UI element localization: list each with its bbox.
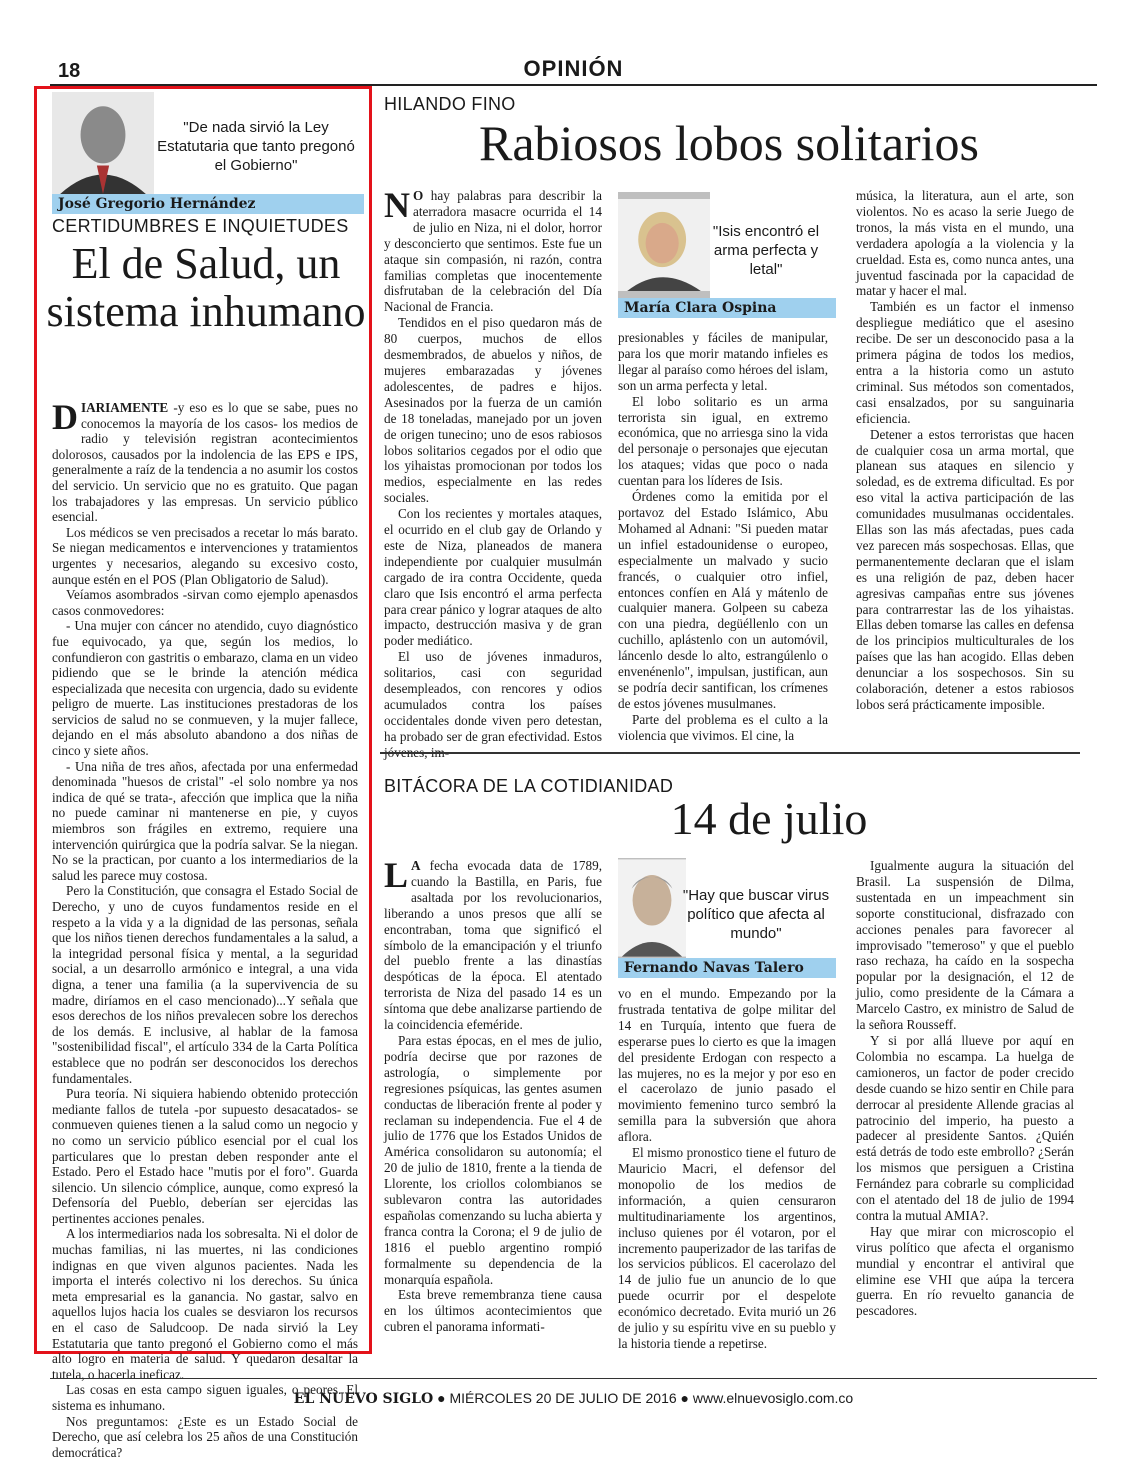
section-divider — [380, 752, 1080, 754]
bullet-icon: ● — [680, 1390, 693, 1406]
pull-quote-hernandez: "De nada sirvió la Ley Estatutaria que tanto pregonó el Gobierno" — [157, 119, 355, 174]
footer-brand: EL NUEVO SIGLO — [293, 1391, 434, 1407]
headline-salud: El de Salud, un sistema inhumano — [46, 239, 366, 336]
drop-cap: D — [52, 397, 78, 437]
kicker-bitacora: BITÁCORA DE LA COTIDIANIDAD — [384, 776, 674, 796]
footer-rule — [50, 1378, 1097, 1379]
kicker-certidumbres: CERTIDUMBRES E INQUIETUDES — [52, 216, 349, 236]
footer-website[interactable]: www.elnuevosiglo.com.co — [692, 1390, 854, 1406]
headline-lobos: Rabiosos lobos solitarios — [478, 115, 980, 171]
article2-col2: vo en el mundo. Empezando por la frustrada tentativa de golpe militar del 14 en Turquía, intento que fuera de esperarse pues lo cierto es que la imagen del presidente Erdogan con respecto a las mujeres, no es la mejor y por eso en el cacerolazo de junio pasado el movimiento femenino turco sembró la semilla para la subversión que ahora aflora. El mismo pronostico tiene el futuro de Mauricio Macri, el defensor del monopolio de los medios de información, a quien censuraron multitudinariamente los argentinos, incluso quienes por él votaron, por el incremento pauperizador de las tarifas de los servicios públicos. El cacerolazo del 14 de julio fue un anuncio de lo que puede ocurrir por el despelote económico decretado. Evita murió un 26 de julio y su espíritu vive en su pueblo y la historia tiende a repetirse. — [618, 986, 836, 1351]
headline-14-julio: 14 de julio — [670, 793, 868, 844]
pull-quote-navas: "Hay que buscar virus político que afecta al mundo" — [682, 887, 830, 942]
bullet-icon: ● — [437, 1390, 450, 1406]
article1-col3: música, la literatura, aun el arte, son violentos. No es acaso la serie Juego de tronos, la más vista en el mundo, una verdadera apología a la violencia y la crueldad. Esta es, como nunca antes, una juventud fascinada por la capacidad de matar y hacer el mal. También es un factor el inmenso despliegue mediático que el asesino recibe. De ser un desconocido pasa a la primera página de todos los medios, entra a la historia como un astuto criminal. Sus métodos son comentados, casi ensalzados, por su sanguinaria eficiencia. Detener a estos terroristas que hacen de cualquier cosa un arma mortal, que planean sus ataques en silencio y soledad, es de extrema dificultad. Es por eso vital la activa participación de las comunidades musulmanas occidentales. Ellas son las más afectadas, pues cada vez parecen más sospechosas. Ellas, que permanentemente declaran que el islam es una religión de paz, deben hacer agresivas campañas entre sus jóvenes para contrarrestar las de los yihaistas. Ellas deben tomarse las calles en defensa de los principios multiculturales de los países que las han acogido. Ellas deben denunciar a los sospechosos. Sin su colaboración, detener a estos rabiosos lobos será prácticamente imposible. — [856, 188, 1074, 712]
article-body-salud: DIARIAMENTE -y eso es lo que se sabe, pues no conocemos la mayoría de los casos- los medios de radio y televisión registran acontecimientos dolorosos, causados por la indolencia de las EPS e IPS, generalmente a raíz de la tendencia a no asumir los costos del servicio. Un servicio que no es gratuito. Que pagan los trabajadores y las empresas. Un servicio público esencial. Los médicos se ven precisados a recetar lo más barato. Se niegan medicamentos e intervenciones y tratamientos urgentes y necesarios, alegando su excesivo costo, aunque estén en el POS (Plan Obligatorio de Salud). Veíamos asombrados -sirvan como ejemplo apenasdos casos conmovedores: - Una mujer con cáncer no atendido, cuyo diagnóstico fue equivocado, ya que, según los medios, lo confundieron con gastritis o embarazo, clama en un video pidiendo que se le brinde la atención médica especializada que necesita con urgencia, dado su evidente peligro de muerte. Las instituciones prestadoras de los servicios de salud no se conmueven, y la mujer fallece, dejando en el más absoluto abandono a dos niñas de cinco y siete años. - Una niña de tres años, afectada por una enfermedad denominada "huesos de cristal" -el solo nombre ya nos indica de qué se trata-, afección que implica que la niña no puede caminar ni mantenerse en pie, y cuyos miembros son frágiles en extremo, requiere una intervención quirúrgica que la podría salvar. Se la niegan. No se la practican, por cuanto a los intermediarios de la salud les parece muy costosa. Pero la Constitución, que consagra el Estado Social de Derecho, y uno de cuyos fundamentos reside en el respeto a la vida y a la dignidad de las personas, señala que los niños tienen derechos fundamentales a la salud, a la integridad personal física y mental, a la seguridad social, a un desarrollo armónico e integral, a una vida digna, a tener una familia (a la supervivencia de su madre, diríamos en el caso mencionado)...Y señala que esos derechos de los niños prevalecen sobre los derechos de los demás. E inclusive, al hablar de la famosa "sostenibilidad fiscal", el artículo 334 de la Carta Política establece que no podrán ser desconocidos los derechos fundamentales. Pura teoría. Ni siquiera habiendo obtenido protección mediante fallos de tutela -por supuesto desacatados- se conmueven quienes tienen a la salud como un negocio y no como un servicio público esencial por el cual los particulares que lo prestan deben responder ante el Estado. Pero el Estado hace "mutis por el foro". Guarda silencio. Un silencio cómplice, aunque, como expresó la Defensoría del Pueblo, deberían ser ejercidas las pertinentes acciones penales. A los intermediarios nada los sobresalta. Ni el dolor de muchas familias, ni las muertes, ni las condiciones indignas en que viven algunos pacientes. Nada les importa el interés colectivo ni los derechos. Su única meta empresarial es la ganancia. No gastar, salvo en aquellos lujos hacia los cuales se desviaron los recursos en el caso de Saludcoop. De nada sirvió la Ley Estatutaria que tanto pregonó el Gobierno como el más alto logro en materia de salud. Y quedaron desaltar la tutela, o hacerla ineficaz. Las cosas en esta campo siguen iguales, o peores. El sistema es inhumano. Nos preguntamos: ¿Este es un Estado Social de Derecho, que así celebra los 25 años de una Constitución democrática? — [52, 397, 358, 1460]
footer — [0, 1390, 1147, 1407]
footer-date: MIÉRCOLES 20 DE JULIO DE 2016 — [449, 1390, 677, 1406]
article2-col3: Igualmente augura la situación del Brasil. La suspensión de Dilma, sustentada en un impeachment sin soporte constitucional, disfrazado con acciones penales para favorecer al improvisado "temeroso" y que el pueblo raso rechaza, ha caído en la sospecha popular por la designación, el 12 de julio, como presidente de la Cámara a Marcelo Castro, ex ministro de Salud de la señora Rousseff. Y si por allá llueve por aquí en Colombia no escampa. La huelga de camioneros, un factor de poder crecido desde cuando se hizo sentir en Chile para derrocar al presidente Allende gracias al patrocinio del imperio, ha puesto a padecer al presidente Santos. ¿Quién está detrás de todo este embrollo? ¿Serán los mismos que persiguen a Cristina Fernández para cobrarle su complicidad con el atentado del 18 de julio de 1994 contra la mutual AMIA?. Hay que mirar con microscopio el virus político que afecta el organismo mundial y encontrar el antiviral que elimine ese VHI que aúpa la tercera guerra. En río revuelto ganancia de pescadores. — [856, 858, 1074, 1319]
article2-col1: L A fecha evocada data de 1789, cuando la Bastilla, en Paris, fue asaltada por los revolucionarios, liberando a unos presos que allí se encontraban, toma que significó el símbolo de la emancipación y el triunfo del pueblo frente a las dinastías despóticas de la época. El atentado terrorista de Niza del pasado 14 es un síntoma que debe analizarse partiendo de la coincidencia efeméride. Para estas épocas, en el mes de julio, podría decirse que por razones de astrología, o simplemente por regresiones psíquicas, las gentes asumen conductas de liberación frente al poder y reclaman su independencia. Fue el 4 de julio de 1776 que los Estados Unidos de América consolidaron su autonomía; el 20 de julio de 1810, frente a la tienda de Llorente, los criollos colombianos se sublevaron contra las autoridades españolas comenzando su lucha abierta y franca contra la Corona; el 9 de julio de 1816 el pueblo argentino rompió formalmente su dependencia de la monarquía española. Esta breve remembranza tiene causa en los últimos acontecimientos que cubren el panorama informati- — [384, 855, 602, 1335]
drop-cap: L — [384, 855, 409, 895]
author-photo-ospina — [618, 192, 710, 298]
article1-col2: presionables y fáciles de manipular, para los que morir matando infieles es llegar al paraíso como héroes del islam, son un arma perfecta y letal. El lobo solitario es un arma terrorista sin igual, en extremo económica, que no arriesga sino la vida del personaje o personajes que ejecutan los ataques; vidas que poco o nada cuentan para los líderes de Isis. Órdenes como la emitida por el portavoz del Estado Islámico, Abu Mohamed al Adnani: "Si pueden matar un infiel estadounidense o europeo, especialmente un malvado y sucio francés, o cualquier otro infiel, entonces confíen en Alá y mátenlo de cualquier manera. Golpeen su cabeza con una piedra, degüéllenlo con un cuchillo, aplástenlo con un automóvil, láncenlo desde lo alto, estrangúlenlo o envenénenlo", impulsan, justifican, aun se podría decir santifican, los crímenes de estos jóvenes musulmanes. Parte del problema es el culto a la violencia que vivimos. El cine, la — [618, 330, 828, 743]
kicker-hilando-fino: HILANDO FINO — [384, 94, 516, 114]
author-photo-hernandez — [52, 92, 154, 194]
byline-hernandez: José Gregorio Hernández — [52, 194, 364, 214]
section-title: OPINIÓN — [523, 56, 624, 81]
byline-navas: Fernando Navas Talero — [618, 958, 836, 978]
drop-cap: N — [384, 185, 410, 225]
page-number: 18 — [58, 60, 81, 82]
pull-quote-ospina: "Isis encontró el arma perfecta y letal" — [712, 223, 820, 278]
article1-col1: N O hay palabras para describir la aterradora masacre ocurrida el 14 de julio en Niza, ni el dolor, horror y desconcierto que sentimos. Este fue un ataque sin compasión, ni razón, contra familias completas que inocentemente disfrutaban de la celebración del Día Nacional de Francia. Tendidos en el piso quedaron más de 80 cuerpos, muchos de ellos desmembrados, de abuelos y niños, de mujeres embarazadas y jóvenes adolescentes, de padres e hijos. Asesinados por la fuerza de un camión de 18 toneladas, manejado por un joven de origen tunecino; uno de esos rabiosos lobos solitarios cegados por el odio que los yihaistas promocionan por todos los medios, especialmente en las redes sociales. Con los recientes y mortales ataques, el ocurrido en el club gay de Orlando y este de Niza, planeados de manera independiente por cualquier musulmán cargado de ira contra Occidente, queda claro que Isis encontró el arma perfecta para crear pánico y lograr ataques de alto impacto, destrucción masiva y de gran poder mediático. El uso de jóvenes inmaduros, solitarios, casi con seguridad desempleados, con rencores y odios acumulados contra los países occidentales donde viven pero detestan, ha probado ser de gran efectividad. Estos jóvenes, im- — [384, 185, 602, 760]
byline-ospina: María Clara Ospina — [618, 298, 836, 318]
